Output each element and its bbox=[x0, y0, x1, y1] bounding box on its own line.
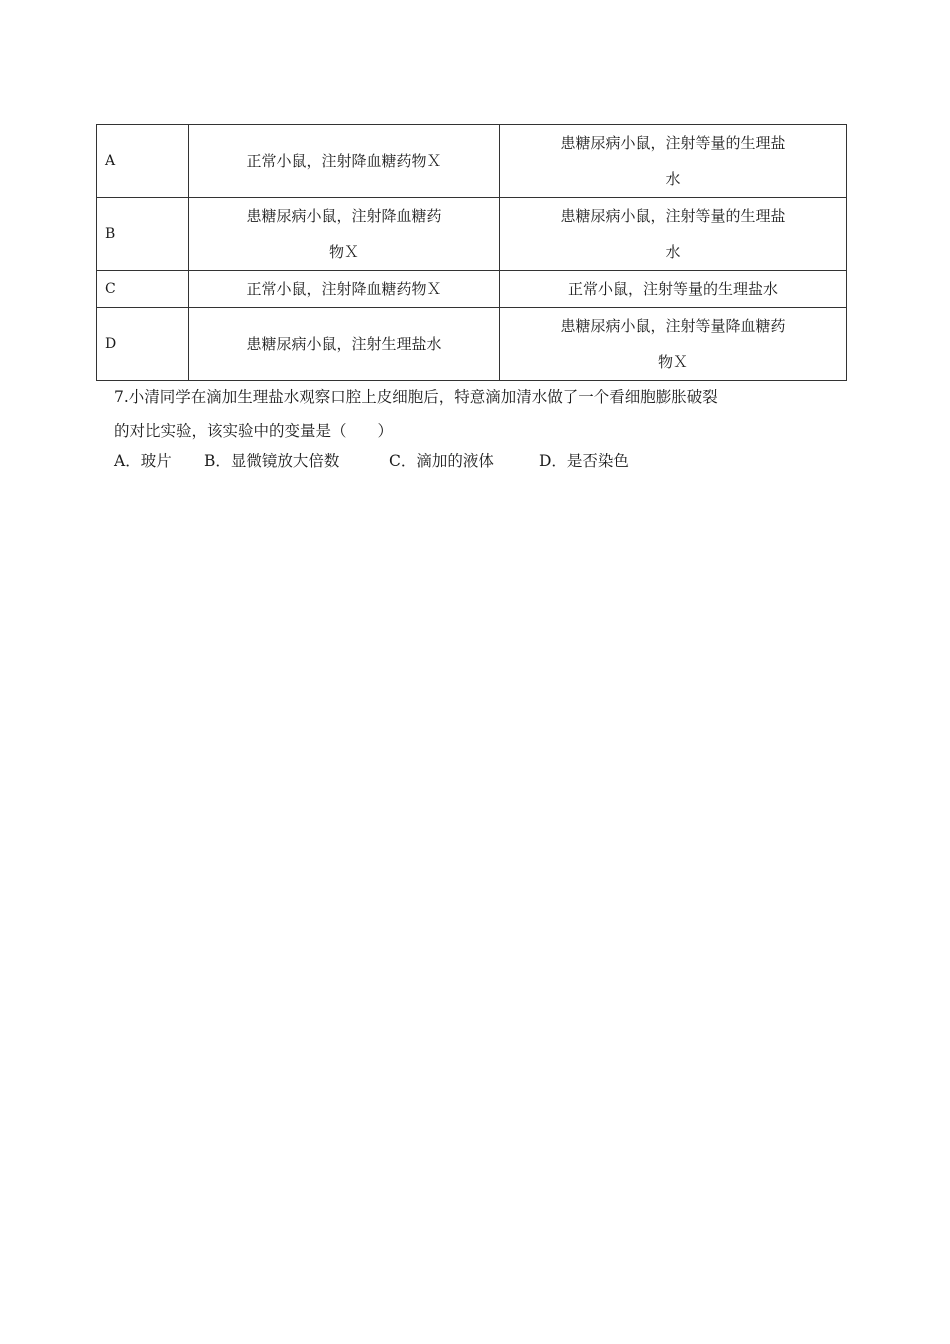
option-letter: D bbox=[97, 308, 189, 381]
question-line: 7.小清同学在滴加生理盐水观察口腔上皮细胞后，特意滴加清水做了一个看细胞膨胀破裂 bbox=[114, 388, 718, 406]
options-table bbox=[96, 124, 847, 381]
option-letter: A bbox=[97, 125, 189, 198]
choice-a: A．玻片 bbox=[114, 452, 172, 470]
question-stem bbox=[114, 380, 814, 448]
cell-text: 患糖尿病小鼠，注射生理盐水 bbox=[246, 335, 442, 353]
table-cell bbox=[500, 308, 847, 381]
option-letter: C bbox=[97, 271, 189, 308]
cell-text-line: 物Ｘ bbox=[657, 353, 688, 371]
choice-d: D．是否染色 bbox=[539, 452, 629, 470]
cell-text-line: 水 bbox=[665, 170, 681, 188]
table-cell bbox=[500, 271, 847, 308]
cell-text-line: 患糖尿病小鼠，注射等量降血糖药 bbox=[560, 317, 786, 335]
cell-text-line: 患糖尿病小鼠，注射等量的生理盐 bbox=[560, 207, 786, 225]
cell-text-line: 水 bbox=[665, 243, 681, 261]
table-cell bbox=[189, 271, 500, 308]
table-row bbox=[97, 271, 847, 308]
table-cell bbox=[189, 125, 500, 198]
table-cell bbox=[500, 198, 847, 271]
cell-text: 正常小鼠，注射降血糖药物Ｘ bbox=[246, 280, 442, 298]
table-cell bbox=[189, 308, 500, 381]
cell-text-line: 患糖尿病小鼠，注射降血糖药 bbox=[246, 207, 442, 225]
cell-text: 正常小鼠，注射等量的生理盐水 bbox=[567, 280, 778, 298]
table-row bbox=[97, 125, 847, 198]
cell-text: 正常小鼠，注射降血糖药物Ｘ bbox=[246, 152, 442, 170]
table-row bbox=[97, 308, 847, 381]
table-row bbox=[97, 198, 847, 271]
cell-text-line: 物Ｘ bbox=[328, 243, 359, 261]
table-cell bbox=[189, 198, 500, 271]
answer-choices bbox=[114, 447, 629, 475]
table-cell bbox=[500, 125, 847, 198]
option-letter: B bbox=[97, 198, 189, 271]
choice-b: B．显微镜放大倍数 bbox=[204, 452, 340, 470]
choice-c: C．滴加的液体 bbox=[389, 452, 494, 470]
cell-text-line: 患糖尿病小鼠，注射等量的生理盐 bbox=[560, 134, 786, 152]
question-line: 的对比实验，该实验中的变量是（ ） bbox=[114, 422, 394, 440]
